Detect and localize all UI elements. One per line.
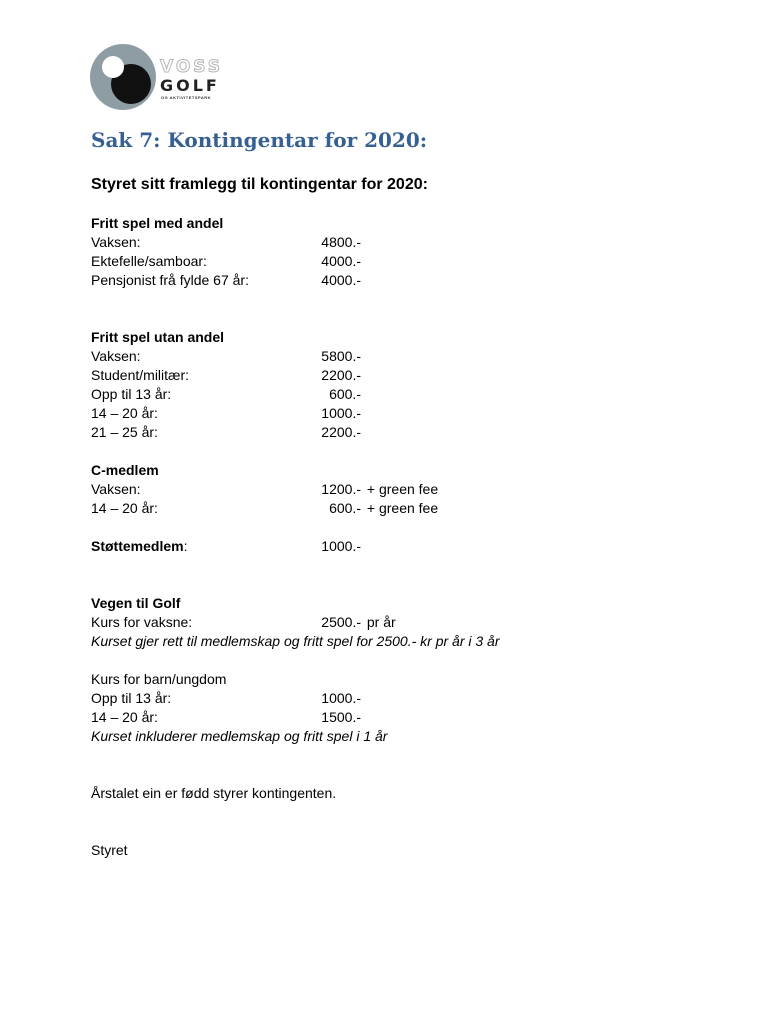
logo-ring-icon	[90, 44, 156, 110]
fee-row-stottemedlem	[91, 537, 511, 556]
fee-amount: 1500.-	[321, 709, 361, 725]
fee-label: 21 – 25 år:	[91, 424, 158, 440]
section-heading-c-medlem: C-medlem	[91, 462, 159, 478]
fee-amount: 600.-	[329, 500, 361, 516]
fee-label: Kurs for vaksne:	[91, 614, 193, 630]
logo-text-voss: VOSS	[160, 57, 224, 77]
fee-extra: + green fee	[363, 481, 439, 497]
fee-label: Opp til 13 år:	[91, 690, 172, 706]
fee-label: 14 – 20 år:	[91, 500, 158, 516]
fee-label: Vaksen:	[91, 481, 141, 497]
fee-label: Opp til 13 år:	[91, 386, 172, 402]
fee-label: 14 – 20 år:	[91, 405, 158, 421]
section-heading-vegen-til-golf: Vegen til Golf	[91, 595, 181, 611]
fee-extra: pr år	[363, 614, 396, 630]
section-heading-utan-andel: Fritt spel utan andel	[91, 329, 225, 345]
fee-extra: + green fee	[363, 500, 439, 516]
youth-course-heading: Kurs for barn/ungdom	[91, 671, 227, 687]
fee-row	[91, 347, 511, 366]
fee-amount: 2500.-	[321, 614, 361, 630]
section-heading-med-andel: Fritt spel med andel	[91, 215, 224, 231]
page-subtitle: Styret sitt framlegg til kontingentar for 2020:	[91, 176, 428, 193]
fee-amount: 4000.-	[321, 272, 361, 288]
course-note-youth: Kurset inkluderer medlemskap og fritt spel i 1 år	[91, 728, 388, 744]
fee-row	[91, 385, 511, 404]
fee-row	[91, 366, 511, 385]
fee-amount: 1000.-	[321, 405, 361, 421]
fee-row	[91, 404, 511, 423]
fee-row	[91, 271, 511, 290]
fee-label: 14 – 20 år:	[91, 709, 158, 725]
fee-label-suffix: :	[183, 538, 188, 554]
fee-amount: 2200.-	[321, 367, 361, 383]
fee-label	[91, 537, 187, 556]
fee-amount: 1000.-	[321, 690, 361, 706]
fee-row	[91, 233, 511, 252]
fee-amount: 1200.-	[321, 481, 361, 497]
fee-amount: 2200.-	[321, 424, 361, 440]
fee-label: Student/militær:	[91, 367, 190, 383]
logo-text-golf: GOLF	[160, 76, 220, 95]
fee-amount: 4000.-	[321, 253, 361, 269]
fee-label: Ektefelle/samboar:	[91, 253, 207, 269]
fee-row	[91, 689, 511, 708]
voss-golf-logo	[90, 44, 230, 112]
fee-row	[91, 423, 511, 442]
fee-amount: 600.-	[329, 386, 361, 402]
fee-row	[91, 708, 511, 727]
fee-label: Vaksen:	[91, 348, 141, 364]
fee-row	[91, 499, 511, 518]
fee-label: Pensjonist frå fylde 67 år:	[91, 272, 249, 288]
closing-note: Årstalet ein er fødd styrer kontingenten.	[91, 785, 337, 801]
fee-row	[91, 480, 511, 499]
fee-amount: 5800.-	[321, 348, 361, 364]
fee-label: Vaksen:	[91, 234, 141, 250]
fee-label-bold: Støttemedlem	[91, 538, 184, 554]
fee-row	[91, 252, 511, 271]
fee-amount: 4800.-	[321, 234, 361, 250]
page-title: Sak 7: Kontingentar for 2020:	[91, 128, 428, 152]
fee-amount: 1000.-	[321, 538, 361, 554]
logo-golfball-highlight-icon	[102, 56, 124, 78]
fee-row	[91, 613, 511, 632]
logo-text-subtitle: OG AKTIVITETSPARK	[161, 95, 212, 100]
course-note-adult: Kurset gjer rett til medlemskap og fritt spel for 2500.- kr pr år i 3 år	[91, 633, 500, 649]
signature: Styret	[91, 842, 128, 858]
